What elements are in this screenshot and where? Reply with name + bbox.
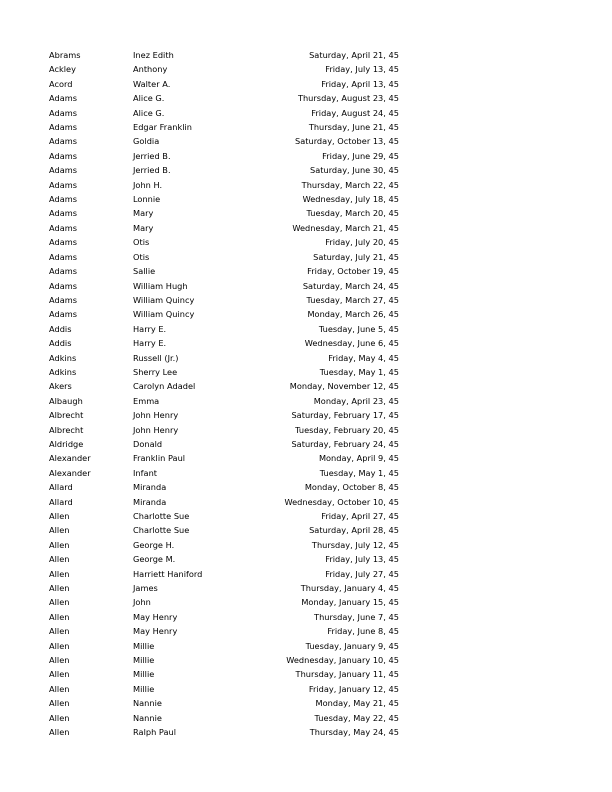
record-date: Wednesday, January 10, 45 xyxy=(286,655,399,666)
record-surname: Allen xyxy=(49,554,70,565)
record-surname: Adams xyxy=(49,107,78,118)
record-date: Saturday, April 28, 45 xyxy=(309,525,399,536)
record-given-name: Donald xyxy=(133,438,163,449)
record-surname: Adams xyxy=(49,222,78,233)
table-row xyxy=(49,336,399,350)
record-given-name: Otis xyxy=(133,237,150,248)
table-row xyxy=(49,48,399,62)
record-date: Saturday, February 24, 45 xyxy=(291,438,399,449)
record-surname: Allen xyxy=(49,698,70,709)
record-date: Monday, April 9, 45 xyxy=(318,453,399,464)
record-given-name: Lonnie xyxy=(133,194,161,205)
record-surname: Addis xyxy=(49,338,72,349)
record-given-name: Charlotte Sue xyxy=(133,511,190,521)
table-row xyxy=(49,206,399,220)
record-surname: Allen xyxy=(49,611,70,622)
table-row xyxy=(49,322,399,336)
record-surname: Adams xyxy=(49,165,78,176)
table-row xyxy=(49,163,399,177)
record-given-name: Mary xyxy=(133,208,154,219)
record-date: Monday, January 15, 45 xyxy=(301,597,399,608)
record-surname: Allen xyxy=(49,727,70,738)
record-given-name: Carolyn Adadel xyxy=(133,381,196,392)
record-date: Wednesday, October 10, 45 xyxy=(284,496,399,507)
record-surname: Addis xyxy=(49,323,72,334)
record-date: Saturday, March 24, 45 xyxy=(302,280,399,291)
table-row xyxy=(49,639,399,653)
record-given-name: Mary xyxy=(133,222,154,233)
record-surname: Adams xyxy=(49,194,78,205)
table-row xyxy=(49,711,399,725)
table-row xyxy=(49,552,399,566)
record-surname: Abrams xyxy=(49,50,81,60)
record-date: Friday, July 13, 45 xyxy=(325,554,399,565)
record-given-name: May Henry xyxy=(133,626,178,637)
record-date: Saturday, July 21, 45 xyxy=(313,251,399,262)
record-date: Friday, August 24, 45 xyxy=(311,107,399,118)
table-row xyxy=(49,149,399,163)
record-date: Wednesday, March 21, 45 xyxy=(292,222,399,233)
table-row xyxy=(49,495,399,509)
record-date: Monday, November 12, 45 xyxy=(289,381,399,392)
record-date: Friday, June 8, 45 xyxy=(327,626,399,637)
table-row xyxy=(49,509,399,523)
record-surname: Adams xyxy=(49,93,78,104)
record-date: Saturday, October 13, 45 xyxy=(295,136,399,147)
record-date: Tuesday, May 1, 45 xyxy=(319,467,399,478)
record-given-name: William Quincy xyxy=(133,309,195,320)
record-date: Tuesday, May 22, 45 xyxy=(314,712,399,723)
record-given-name: Inez Edith xyxy=(133,50,174,60)
record-surname: Alexander xyxy=(49,453,91,464)
table-row xyxy=(49,696,399,710)
record-date: Thursday, August 23, 45 xyxy=(297,93,399,104)
name-index-listing xyxy=(49,48,399,740)
table-row xyxy=(49,91,399,105)
record-surname: Adams xyxy=(49,309,78,320)
table-row xyxy=(49,379,399,393)
record-date: Saturday, February 17, 45 xyxy=(291,410,399,421)
record-given-name: Anthony xyxy=(133,64,168,75)
record-date: Thursday, May 24, 45 xyxy=(309,727,399,738)
record-surname: Allen xyxy=(49,597,70,608)
record-date: Friday, January 12, 45 xyxy=(308,683,399,694)
record-given-name: Alice G. xyxy=(133,107,165,118)
record-given-name: Jerried B. xyxy=(133,150,171,161)
record-date: Saturday, June 30, 45 xyxy=(310,165,399,176)
table-row xyxy=(49,394,399,408)
table-row xyxy=(49,610,399,624)
record-surname: Allen xyxy=(49,712,70,723)
table-row xyxy=(49,480,399,494)
record-given-name: Emma xyxy=(133,395,160,406)
record-given-name: Russell (Jr.) xyxy=(133,352,179,363)
record-surname: Albrecht xyxy=(49,424,84,435)
record-date: Tuesday, March 20, 45 xyxy=(306,208,399,219)
record-given-name: William Quincy xyxy=(133,294,195,305)
table-row xyxy=(49,120,399,134)
record-surname: Ackley xyxy=(49,64,76,75)
record-given-name: John Henry xyxy=(133,410,179,421)
record-surname: Allen xyxy=(49,525,70,536)
record-given-name: John H. xyxy=(133,179,163,190)
record-given-name: Alice G. xyxy=(133,93,165,104)
table-row xyxy=(49,581,399,595)
record-date: Friday, October 19, 45 xyxy=(307,266,399,277)
record-surname: Allard xyxy=(49,482,73,493)
record-given-name: Miranda xyxy=(133,482,167,493)
table-row xyxy=(49,307,399,321)
record-surname: Adams xyxy=(49,150,78,161)
record-surname: Adams xyxy=(49,208,78,219)
record-surname: Adams xyxy=(49,237,78,248)
record-date: Friday, April 13, 45 xyxy=(321,78,399,89)
table-row xyxy=(49,178,399,192)
record-date: Wednesday, July 18, 45 xyxy=(302,194,399,205)
record-given-name: Harry E. xyxy=(133,338,167,349)
record-date: Thursday, March 22, 45 xyxy=(301,179,399,190)
record-given-name: Miranda xyxy=(133,496,167,507)
record-date: Wednesday, June 6, 45 xyxy=(304,338,399,349)
record-surname: Allen xyxy=(49,669,70,680)
record-surname: Adams xyxy=(49,280,78,291)
record-date: Friday, May 4, 45 xyxy=(328,352,399,363)
table-row xyxy=(49,667,399,681)
record-surname: Allen xyxy=(49,568,70,579)
record-surname: Acord xyxy=(49,78,73,89)
record-given-name: Edgar Franklin xyxy=(133,122,192,133)
record-date: Tuesday, May 1, 45 xyxy=(319,366,399,377)
record-date: Tuesday, June 5, 45 xyxy=(318,323,399,334)
record-date: Friday, April 27, 45 xyxy=(321,511,399,521)
record-surname: Adams xyxy=(49,266,78,277)
record-surname: Allen xyxy=(49,683,70,694)
table-row xyxy=(49,235,399,249)
table-row xyxy=(49,682,399,696)
table-row xyxy=(49,567,399,581)
record-date: Thursday, January 11, 45 xyxy=(295,669,399,680)
record-given-name: George M. xyxy=(133,554,176,565)
record-date: Friday, July 20, 45 xyxy=(325,237,399,248)
record-surname: Alexander xyxy=(49,467,91,478)
record-date: Saturday, April 21, 45 xyxy=(309,50,399,60)
table-row xyxy=(49,279,399,293)
record-surname: Akers xyxy=(49,381,72,392)
record-surname: Albaugh xyxy=(49,395,83,406)
table-row xyxy=(49,62,399,76)
record-given-name: Charlotte Sue xyxy=(133,525,190,536)
record-surname: Allen xyxy=(49,539,70,550)
record-date: Monday, May 21, 45 xyxy=(315,698,399,709)
record-date: Monday, April 23, 45 xyxy=(313,395,399,406)
table-row xyxy=(49,293,399,307)
table-row xyxy=(49,134,399,148)
record-given-name: Goldia xyxy=(133,136,160,147)
record-given-name: Otis xyxy=(133,251,150,262)
table-row xyxy=(49,437,399,451)
record-given-name: Nannie xyxy=(133,698,162,709)
record-surname: Allard xyxy=(49,496,73,507)
record-given-name: Ralph Paul xyxy=(133,727,177,738)
record-surname: Adams xyxy=(49,136,78,147)
record-surname: Adams xyxy=(49,294,78,305)
table-row xyxy=(49,725,399,739)
table-row xyxy=(49,192,399,206)
table-row xyxy=(49,264,399,278)
record-date: Tuesday, February 20, 45 xyxy=(295,424,399,435)
record-given-name: Sallie xyxy=(133,266,156,277)
table-row xyxy=(49,466,399,480)
record-given-name: Millie xyxy=(133,669,155,680)
record-surname: Aldridge xyxy=(49,438,84,449)
record-surname: Adkins xyxy=(49,352,77,363)
record-given-name: Sherry Lee xyxy=(133,366,178,377)
record-date: Friday, July 13, 45 xyxy=(325,64,399,75)
table-row xyxy=(49,77,399,91)
records-table-body xyxy=(49,48,399,740)
record-date: Friday, July 27, 45 xyxy=(325,568,399,579)
table-row xyxy=(49,624,399,638)
table-row xyxy=(49,365,399,379)
record-surname: Albrecht xyxy=(49,410,84,421)
record-given-name: Infant xyxy=(133,467,158,478)
table-row xyxy=(49,250,399,264)
table-row xyxy=(49,408,399,422)
record-given-name: May Henry xyxy=(133,611,178,622)
record-given-name: Harriett Haniford xyxy=(133,568,203,579)
record-given-name: John xyxy=(133,597,151,608)
record-given-name: Jerried B. xyxy=(133,165,171,176)
record-given-name: Franklin Paul xyxy=(133,453,186,464)
table-row xyxy=(49,538,399,552)
record-surname: Adams xyxy=(49,251,78,262)
record-given-name: John Henry xyxy=(133,424,179,435)
record-surname: Allen xyxy=(49,626,70,637)
record-date: Monday, October 8, 45 xyxy=(304,482,399,493)
table-row xyxy=(49,523,399,537)
record-date: Thursday, January 4, 45 xyxy=(300,583,399,594)
table-row xyxy=(49,351,399,365)
record-given-name: Millie xyxy=(133,640,155,651)
record-given-name: James xyxy=(133,583,158,594)
table-row xyxy=(49,106,399,120)
record-date: Monday, March 26, 45 xyxy=(307,309,399,320)
records-table xyxy=(49,48,399,740)
record-surname: Adams xyxy=(49,179,78,190)
record-date: Thursday, June 21, 45 xyxy=(308,122,399,133)
table-row xyxy=(49,595,399,609)
record-surname: Allen xyxy=(49,583,70,594)
table-row xyxy=(49,423,399,437)
record-surname: Allen xyxy=(49,511,70,521)
record-given-name: Nannie xyxy=(133,712,162,723)
record-date: Tuesday, March 27, 45 xyxy=(306,294,399,305)
record-given-name: William Hugh xyxy=(133,280,188,291)
record-given-name: George H. xyxy=(133,539,175,550)
record-date: Friday, June 29, 45 xyxy=(322,150,399,161)
record-given-name: Harry E. xyxy=(133,323,167,334)
record-date: Thursday, June 7, 45 xyxy=(314,611,399,622)
record-given-name: Walter A. xyxy=(133,78,171,89)
table-row xyxy=(49,653,399,667)
record-surname: Allen xyxy=(49,640,70,651)
record-surname: Adams xyxy=(49,122,78,133)
record-surname: Adkins xyxy=(49,366,77,377)
record-date: Thursday, July 12, 45 xyxy=(311,539,399,550)
record-date: Tuesday, January 9, 45 xyxy=(305,640,399,651)
record-surname: Allen xyxy=(49,655,70,666)
table-row xyxy=(49,221,399,235)
record-given-name: Millie xyxy=(133,655,155,666)
table-row xyxy=(49,451,399,465)
record-given-name: Millie xyxy=(133,683,155,694)
